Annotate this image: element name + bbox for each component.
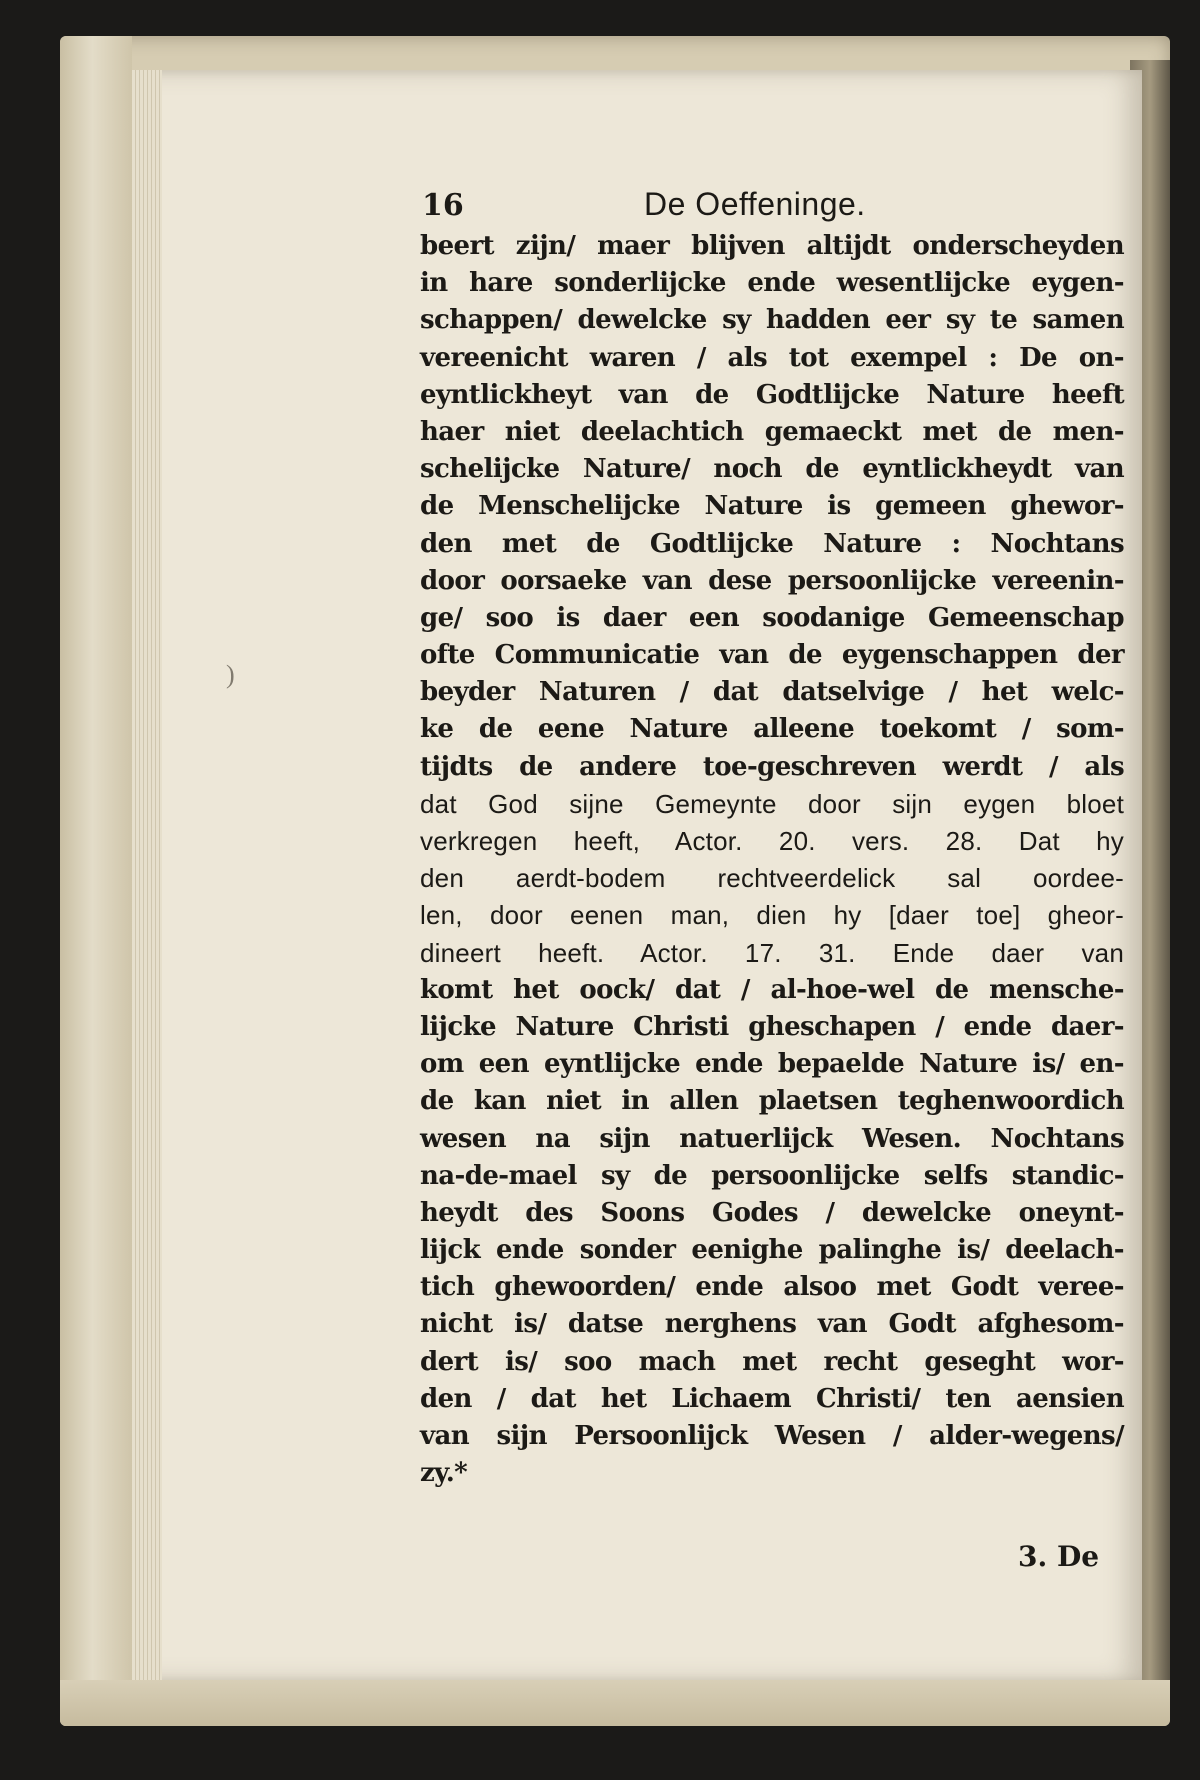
text-line: dat God sijne Gemeynte door sijn eygen bloet	[420, 788, 1124, 819]
text-line: wesen na sijn natuerlijck Wesen. Nochtans	[420, 1123, 1124, 1154]
body-text	[420, 228, 1124, 1492]
text-line: ofte Communicatie van de eygenschappen der	[420, 640, 1124, 671]
text-line: de Menschelijcke Nature is gemeen ghewor-	[420, 491, 1124, 522]
text-line: dineert heeft. Actor. 17. 31. Ende daer van	[420, 937, 1124, 968]
cover-left-edge	[60, 36, 132, 1726]
text-line: ke de eene Nature alleene toekomt / som-	[420, 714, 1124, 745]
text-line: door oorsaeke van dese persoonlijcke vereenin-	[420, 565, 1124, 596]
text-line: den / dat het Lichaem Christi/ ten aensien	[420, 1383, 1124, 1414]
text-line: verkregen heeft, Actor. 20. vers. 28. Dat hy	[420, 826, 1124, 856]
text-line: van sijn Persoonlijck Wesen / alder-wegens/	[420, 1421, 1124, 1451]
text-line: om een eyntlijcke ende bepaelde Nature is/ en-	[420, 1049, 1124, 1080]
text-line: eyntlickheyt van de Godtlijcke Nature heeft	[420, 379, 1124, 410]
text-line: lijcke Nature Christi gheschapen / ende daer-	[420, 1011, 1124, 1042]
text-block	[420, 186, 1124, 1492]
text-line: den met de Godtlijcke Nature : Nochtans	[420, 528, 1124, 559]
cover-bottom-edge	[60, 1680, 1170, 1726]
text-line: len, door eenen man, dien hy [daer toe] gheor-	[420, 900, 1124, 931]
text-line: zy.*	[420, 1458, 468, 1489]
text-line: den aerdt-bodem rechtveerdelick sal oordee-	[420, 863, 1124, 894]
page-header	[420, 186, 1124, 228]
text-line: lijck ende sonder eenighe palinghe is/ deelach-	[420, 1235, 1124, 1266]
text-line: beyder Naturen / dat datselvige / het welc-	[420, 677, 1124, 708]
text-line: ge/ soo is daer een soodanige Gemeenschap	[420, 602, 1124, 633]
running-title: De Oeffeninge.	[644, 186, 866, 222]
text-line: in hare sonderlijcke ende wesentlijcke eygen-	[420, 268, 1124, 299]
text-line: na-de-mael sy de persoonlijcke selfs standic-	[420, 1160, 1124, 1191]
text-line: vereenicht waren / als tot exempel : De on-	[420, 342, 1124, 373]
page-stack-edges	[132, 70, 162, 1682]
text-line: tich ghewoorden/ ende alsoo met Godt veree-	[420, 1272, 1124, 1303]
text-line: schelijcke Nature/ noch de eyntlickheydt van	[420, 454, 1124, 485]
text-line: dert is/ soo mach met recht geseght wor-	[420, 1346, 1124, 1377]
text-line: komt het oock/ dat / al-hoe-wel de mensche-	[420, 974, 1124, 1005]
text-line: haer niet deelachtich gemaeckt met de men-	[420, 416, 1124, 447]
catchword: 3. De	[1018, 1540, 1100, 1573]
text-line: tijdts de andere toe-geschreven werdt / als	[420, 751, 1124, 782]
text-line: nicht is/ datse nerghens van Godt afghesom-	[420, 1309, 1124, 1340]
text-line: de kan niet in allen plaetsen teghenwoordich	[420, 1086, 1124, 1117]
page-number: 16	[422, 188, 464, 223]
text-line: beert zijn/ maer blijven altijdt onderscheyden	[420, 231, 1124, 261]
text-line: schappen/ dewelcke sy hadden eer sy te samen	[420, 305, 1124, 336]
text-line: heydt des Soons Godes / dewelcke oneynt-	[420, 1197, 1124, 1228]
margin-bracket-mark: )	[226, 660, 235, 689]
